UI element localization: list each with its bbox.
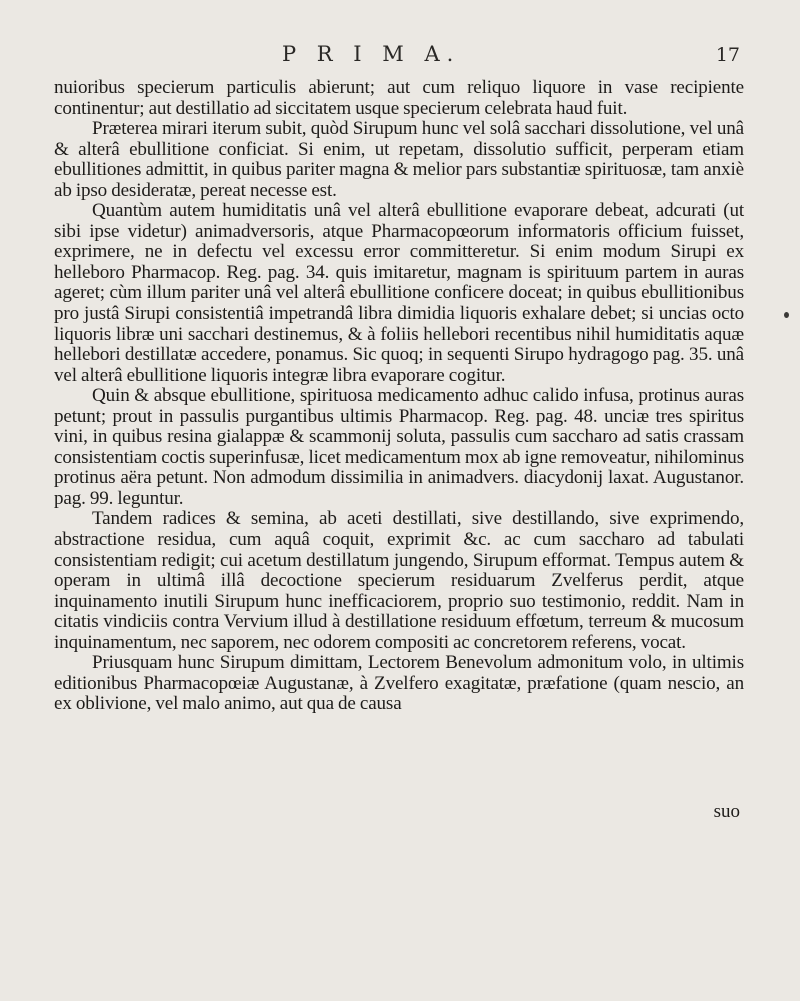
body-text	[54, 78, 744, 715]
page-number: 17	[715, 44, 740, 66]
paragraph-1: nuioribus specierum particulis abierunt; aut cum reliquo liquore in vase recipiente continentur; aut destillatio ad siccitatem usque specierum celebrata haud fuit.	[54, 77, 744, 119]
paragraph-4: Quin & absque ebullitione, spirituosa medicamento adhuc calido infusa, protinus auras petunt; prout in passulis purgantibus ultimis Pharmacop. Reg. pag. 48. unciæ tres spiritus vini, in quibus resina gialappæ & scammonij soluta, passulis cum saccharo ad satis crassam consistentiam coctis superinfusæ, licet medicamentum mox ab igne removeatur, nihilominus protinus aëra petunt. Non admodum dissimilia in animadvers. diacydonij laxat. Augustanor. pag. 99. leguntur.	[54, 385, 744, 509]
paragraph-2: Præterea mirari iterum subit, quòd Sirupum hunc vel solâ sacchari dissolutione, vel unâ & alterâ ebullitione conficiat. Si enim, ut repetam, dissolutio sufficit, perperam etiam ebullitiones admittit, in quibus pariter magna & melior pars substantiæ spirituosæ, tam anxiè ab ipso desideratæ, pereat necesse est.	[54, 118, 744, 201]
paragraph-3: Quantùm autem humiditatis unâ vel alterâ ebullitione evaporare debeat, adcurati (ut sibi ipse videtur) animadversoris, atque Pharmacopœorum informatoris officium fuisset, exprimere, ne in defectu vel excessu error committeretur. Si enim modum Sirupi ex helleboro Pharmacop. Reg. pag. 34. quis imitaretur, magnam is spirituum partem in auras ageret; cùm illum pariter unâ vel alterâ ebullitione conficere doceat; in quibus ebullitionibus pro justâ Sirupi consistentiâ impetrandâ libra dimidia liquoris exhalare debet; si uncias octo liquoris libræ uni sacchari destinemus, & à foliis hellebori recentibus nihil humiditatis aquæ hellebori destillatæ accedere, ponamus. Sic quoq; in sequenti Sirupo hydragogo pag. 35. unâ vel alterâ ebullitione liquoris integræ libra evaporare cogitur.	[54, 200, 744, 386]
ink-spot	[784, 312, 789, 318]
catchword: suo	[713, 801, 740, 822]
page-header	[0, 42, 800, 70]
paragraph-6: Priusquam hunc Sirupum dimittam, Lectorem Benevolum admonitum volo, in ultimis editionibus Pharmacopœiæ Augustanæ, à Zvelfero exagitatæ, præfatione (quam nescio, an ex oblivione, vel malo animo, aut qua de causa	[54, 652, 744, 715]
running-head: P R I M A.	[282, 42, 461, 66]
paragraph-5: Tandem radices & semina, ab aceti destillati, sive destillando, sive exprimendo, abstractione residua, cum aquâ coquit, exprimit &c. ac cum saccharo ad tabulati consistentiam redigit; cui acetum destillatum jungendo, Sirupum efformat. Tempus autem & operam in ultimâ illâ decoctione specierum residuarum Zvelferus perdit, atque inquinamento inutili Sirupum hunc inefficaciorem, proprio suo testimonio, reddit. Nam in citatis vindiciis contra Vervium illud à destillatione residuum effœtum, terreum & mucosum inquinamentum, nec saporem, nec odorem compositi ac concretorem referens, vocat.	[54, 508, 744, 653]
